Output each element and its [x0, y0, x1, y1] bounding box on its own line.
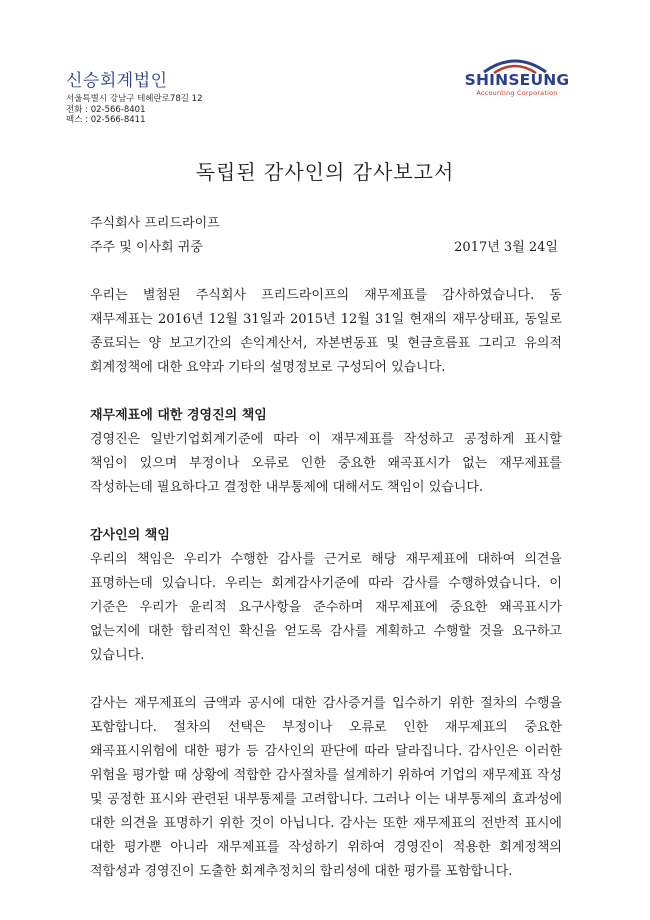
company-logo — [462, 56, 572, 96]
firm-address: 서울특별시 강남구 테헤란로78길 12 — [66, 94, 203, 104]
report-body — [90, 284, 562, 884]
report-title: 독립된 감사인의 감사보고서 — [195, 160, 455, 184]
report-date: 2017년 3월 24일 — [454, 240, 558, 255]
firm-phone: 전화 : 02-566-8401 — [66, 104, 146, 115]
auditor-responsibility-heading: 감사인의 책임 — [90, 528, 170, 543]
addressee-recipients: 주주 및 이사회 귀중 — [90, 240, 203, 255]
firm-name: 신승회계법인 — [66, 71, 168, 91]
firm-fax: 팩스 : 02-566-8411 — [66, 115, 146, 125]
management-responsibility-heading: 재무제표에 대한 경영진의 책임 — [90, 408, 267, 423]
logo-wordmark: SHINSEUNG — [464, 71, 570, 89]
auditor-responsibility-paragraph-2: 감사는 재무제표의 금액과 공시에 대한 감사증거를 입수하기 위한 절차의 수행을 포함합니다. 절차의 선택은 부정이나 오류로 인한 재무제표의 중요한 왜곡표시위험에 대한 평가 등 감사인의 판단에 따라 달라집니다. 감사인은 이러한 위험을 평가할 때 상황에 적합한 감사절차를 설계하기 위하여 기업의 재무제표 작성 및 공정한 표시와 관련된 내부통제를 고려합니다. 그러나 이는 내부통제의 효과성에 대한 의견을 표명하기 위한 것이 아닙니다. 감사는 또한 재무제표의 전반적 표시에 대한 평가뿐 아니라 재무제표를 작성하기 위하여 경영진이 적용한 회계정책의 적합성과 경영진이 도출한 회계추정치의 합리성에 대한 평가를 포함합니다. — [90, 696, 562, 879]
letterhead — [0, 0, 650, 130]
auditor-responsibility-paragraph-1: 우리의 책임은 우리가 수행한 감사를 근거로 해당 재무제표에 대하여 의견을 표명하는데 있습니다. 우리는 회계감사기준에 따라 감사를 수행하였습니다. 이 기준은 우리가 윤리적 요구사항을 준수하며 재무제표에 중요한 왜곡표시가 없는지에 대한 합리적인 확신을 얻도록 감사를 계획하고 수행할 것을 요구하고 있습니다. — [90, 552, 562, 663]
intro-paragraph: 우리는 별첨된 주식회사 프리드라이프의 재무제표를 감사하였습니다. 동 재무제표는 2016년 12월 31일과 2015년 12월 31일 현재의 재무상태표, 동일로 종료되는 양 보고기간의 손익계산서, 자본변동표 및 현금흐름표 그리고 유의적 회계정책에 대한 요약과 기타의 설명정보로 구성되어 있습니다. — [90, 288, 562, 375]
management-responsibility-paragraph: 경영진은 일반기업회계기준에 따라 이 재무제표를 작성하고 공정하게 표시할 책임이 있으며 부정이나 오류로 인한 중요한 왜곡표시가 없는 재무제표를 작성하는데 필요하다고 결정한 내부통제에 대해서도 책임이 있습니다. — [90, 432, 562, 495]
logo-subtext: Accounting Corporation — [476, 89, 558, 97]
firm-contact — [66, 94, 202, 126]
addressee-company: 주식회사 프리드라이프 — [90, 216, 220, 231]
